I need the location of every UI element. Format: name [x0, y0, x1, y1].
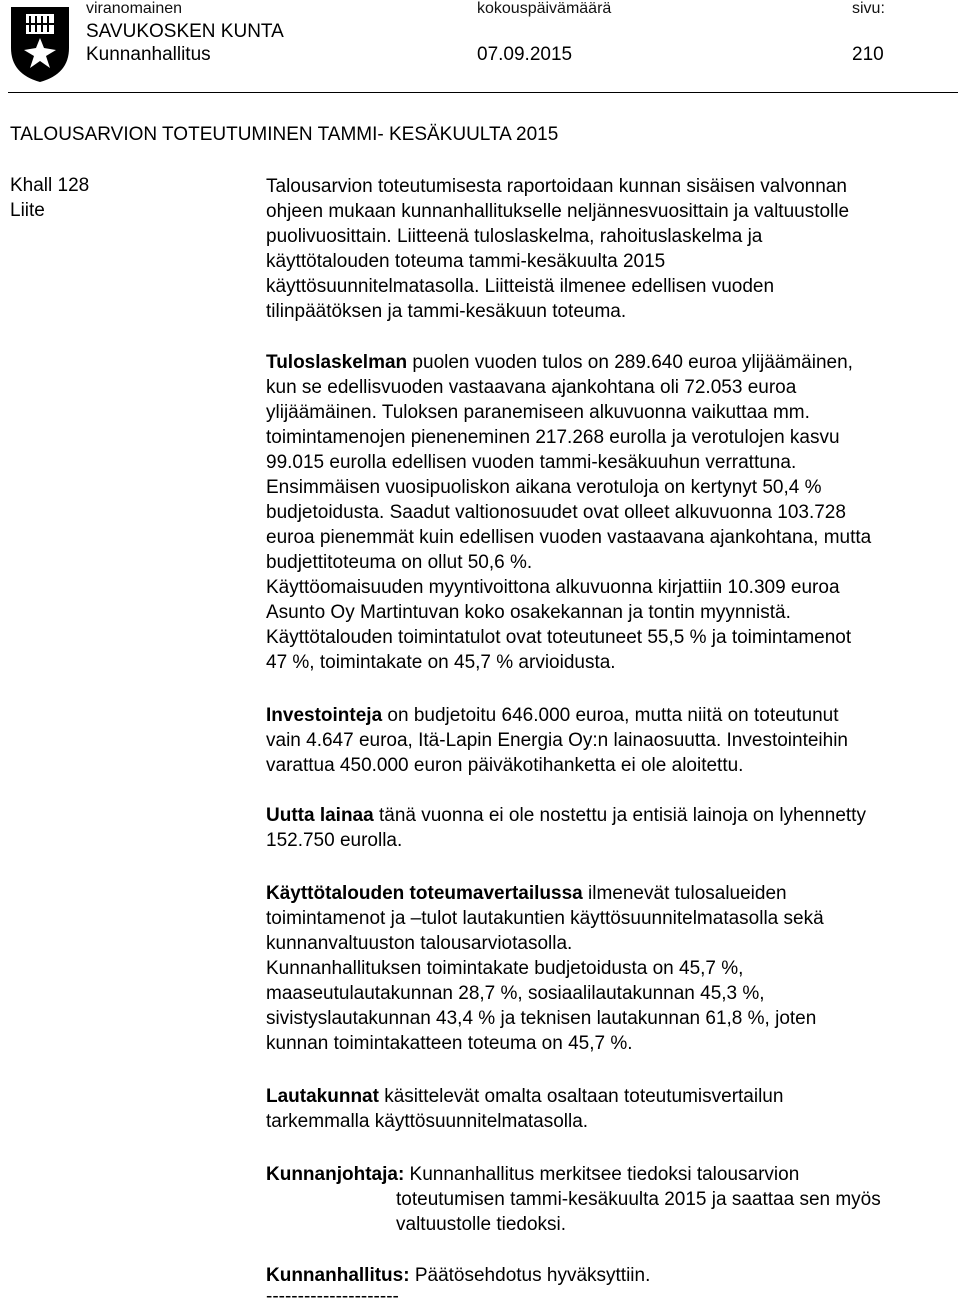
- authority-name: Kunnanhallitus: [86, 44, 211, 65]
- loans-line: 152.750 eurolla.: [266, 830, 403, 851]
- intro-line: Talousarvion toteutumisesta raportoidaan kunnan sisäisen valvonnan: [266, 176, 847, 197]
- result-line: Ensimmäisen vuosipuoliskon aikana verotuloja on kertynyt 50,4 %: [266, 477, 822, 498]
- loans-heading: Uutta lainaa: [266, 805, 374, 826]
- decision-paragraph: [266, 1263, 960, 1306]
- closing-dashes: ---------------------: [266, 1286, 399, 1307]
- committees-line: käsittelevät omalta osaltaan toteutumisvertailun: [378, 1086, 784, 1107]
- result-line: kun se edellisvuoden vastaavana ajankohtana oli 72.053 euroa: [266, 377, 797, 398]
- comparison-line: kunnan toimintakatteen toteuma on 45,7 %.: [266, 1033, 633, 1054]
- comparison-line: ilmenevät tulosalueiden: [582, 883, 787, 904]
- decision-text: Päätösehdotus hyväksyttiin.: [409, 1265, 651, 1286]
- comparison-heading: Käyttötalouden toteumavertailussa: [266, 883, 583, 904]
- document-title: TALOUSARVION TOTEUTUMINEN TAMMI- KESÄKUULTA 2015: [10, 124, 559, 145]
- intro-line: käyttösuunnitelmatasolla. Liitteistä ilmenee edellisen vuoden: [266, 276, 775, 297]
- comparison-line: Kunnanhallituksen toimintakate budjetoidusta on 45,7 %,: [266, 958, 744, 979]
- result-line: Käyttöomaisuuden myyntivoittona alkuvuonna kirjattiin 10.309 euroa: [266, 577, 840, 598]
- label-meeting-date: kokouspäivämäärä: [477, 0, 612, 17]
- result-line: ylijäämäinen. Tuloksen paranemiseen alkuvuonna vaikuttaa mm.: [266, 402, 810, 423]
- proposal-paragraph: [266, 1162, 960, 1237]
- result-line: budjettitoteuma on ollut 50,6 %.: [266, 552, 533, 573]
- proposal-line: valtuustolle tiedoksi.: [396, 1214, 567, 1235]
- intro-line: käyttötalouden toteuma tammi-kesäkuulta 2015: [266, 251, 666, 272]
- agenda-item-number: Khall 128: [10, 175, 90, 196]
- page-number: 210: [852, 44, 884, 65]
- income-statement-heading: Tuloslaskelman: [266, 352, 408, 373]
- committees-paragraph: [266, 1084, 960, 1134]
- intro-line: puolivuosittain. Liitteenä tuloslaskelma, rahoituslaskelma ja: [266, 226, 763, 247]
- decision-heading: Kunnanhallitus:: [266, 1265, 410, 1286]
- investments-heading: Investointeja: [266, 705, 383, 726]
- investments-paragraph: [266, 703, 960, 778]
- meeting-date: 07.09.2015: [477, 44, 573, 65]
- committees-heading: Lautakunnat: [266, 1086, 379, 1107]
- committees-line: tarkemmalla käyttösuunnitelmatasolla.: [266, 1111, 589, 1132]
- proposal-heading: Kunnanjohtaja:: [266, 1164, 405, 1185]
- comparison-line: maaseutulautakunnan 28,7 %, sosiaalilautakunnan 45,3 %,: [266, 983, 765, 1004]
- attachment-label: Liite: [10, 200, 45, 221]
- intro-paragraph: [266, 174, 960, 324]
- label-page: sivu:: [852, 0, 885, 17]
- municipality-coat-of-arms-logo: [8, 4, 72, 84]
- result-line: euroa pienemmät kuin edellisen vuoden vastaavana ajankohtana, mutta: [266, 527, 872, 548]
- label-authority: viranomainen: [86, 0, 183, 17]
- result-line: Asunto Oy Martintuvan koko osakekannan ja tontin myynnistä.: [266, 602, 791, 623]
- comparison-line: sivistyslautakunnan 43,4 % ja teknisen lautakunnan 61,8 %, joten: [266, 1008, 817, 1029]
- comparison-paragraph: [266, 881, 960, 1056]
- proposal-line: Kunnanhallitus merkitsee tiedoksi talousarvion: [404, 1164, 800, 1185]
- result-line: 47 %, toimintakate on 45,7 % arvioidusta.: [266, 652, 616, 673]
- loans-paragraph: [266, 803, 960, 853]
- proposal-line: toteutumisen tammi-kesäkuulta 2015 ja saattaa sen myös: [396, 1189, 881, 1210]
- result-line: Käyttötalouden toimintatulot ovat toteutuneet 55,5 % ja toimintamenot: [266, 627, 852, 648]
- result-line: puolen vuoden tulos on 289.640 euroa ylijäämäinen,: [407, 352, 853, 373]
- result-line: toimintamenojen pieneneminen 217.268 eurolla ja verotulojen kasvu: [266, 427, 840, 448]
- investments-line: on budjetoitu 646.000 euroa, mutta niitä on toteutunut: [382, 705, 839, 726]
- investments-line: vain 4.647 euroa, Itä-Lapin Energia Oy:n lainaosuutta. Investointeihin: [266, 730, 848, 751]
- comparison-line: toimintamenot ja –tulot lautakuntien käyttösuunnitelmatasolla sekä: [266, 908, 824, 929]
- loans-line: tänä vuonna ei ole nostettu ja entisiä lainoja on lyhennetty: [373, 805, 866, 826]
- intro-line: tilinpäätöksen ja tammi-kesäkuun toteuma.: [266, 301, 627, 322]
- municipality-name: SAVUKOSKEN KUNTA: [86, 21, 284, 42]
- investments-line: varattua 450.000 euron päiväkotihanketta ei ole aloitettu.: [266, 755, 744, 776]
- result-line: 99.015 eurolla edellisen vuoden tammi-kesäkuuhun verrattuna.: [266, 452, 797, 473]
- header-divider: [8, 92, 958, 93]
- income-statement-paragraph: [266, 350, 960, 675]
- result-line: budjetoidusta. Saadut valtionosuudet ovat olleet alkuvuonna 103.728: [266, 502, 846, 523]
- intro-line: ohjeen mukaan kunnanhallitukselle neljännesvuosittain ja valtuustolle: [266, 201, 850, 222]
- comparison-line: kunnanvaltuuston talousarviotasolla.: [266, 933, 573, 954]
